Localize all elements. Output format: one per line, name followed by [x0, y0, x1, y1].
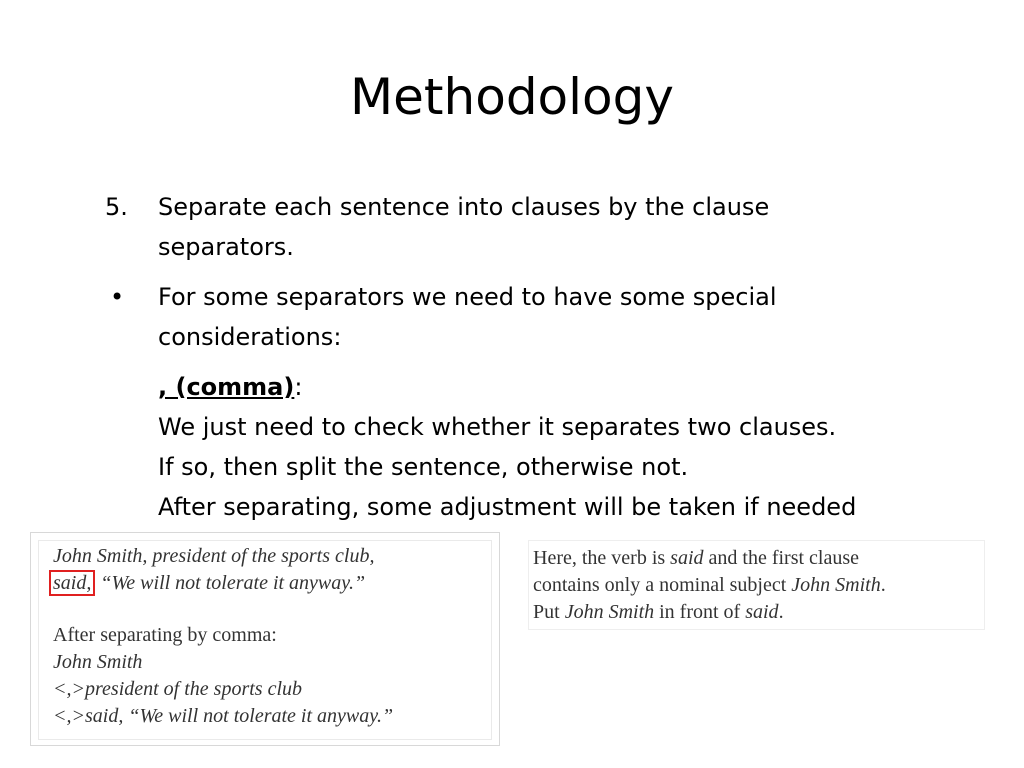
said-highlight: said,	[49, 570, 95, 596]
comma-heading-row	[158, 367, 988, 407]
explanation-line3	[533, 599, 784, 626]
bullet-icon: •	[110, 283, 125, 311]
text-span: Here, the verb is	[533, 547, 671, 569]
example-sentence-rest: “We will not tolerate it anyway.”	[95, 572, 366, 594]
explanation-line1	[533, 545, 859, 572]
text-italic: John Smith	[564, 601, 655, 623]
result-line: John Smith	[53, 651, 143, 673]
text-span: .	[778, 601, 784, 623]
list-item-line: Separate each sentence into clauses by the clause	[158, 193, 770, 221]
comma-consideration	[158, 367, 988, 527]
example-sentence-line1: John Smith, president of the sports club,	[53, 545, 375, 567]
text-span: .	[880, 574, 886, 596]
example-sentence-line2	[53, 570, 365, 597]
list-item-line: For some separators we need to have some special	[158, 283, 777, 311]
list-item-bullet	[105, 277, 985, 357]
slide-title: Methodology	[350, 68, 674, 126]
comma-line: If so, then split the sentence, otherwise not.	[158, 453, 689, 481]
comma-line: After separating, some adjustment will be taken if needed	[158, 493, 857, 521]
list-number: 5.	[105, 193, 128, 221]
comma-heading-colon: :	[294, 373, 303, 401]
after-separating-label: After separating by comma:	[53, 624, 277, 646]
result-line: <,>president of the sports club	[53, 678, 303, 700]
text-span: and the first clause	[703, 547, 860, 569]
list-item-line: separators.	[158, 233, 294, 261]
list-item-line: considerations:	[158, 323, 342, 351]
explanation-line2	[533, 572, 886, 599]
text-italic: said	[745, 601, 779, 623]
text-italic: said	[670, 547, 704, 569]
text-italic: John Smith	[791, 574, 881, 596]
list-item-step-5	[105, 187, 985, 267]
text-span: Put	[533, 601, 565, 623]
text-span: contains only a nominal subject	[533, 574, 792, 596]
text-span: in front of	[654, 601, 746, 623]
comma-heading: , (comma)	[158, 373, 295, 401]
result-line: <,>said, “We will not tolerate it anyway.”	[53, 705, 394, 727]
comma-line: We just need to check whether it separates two clauses.	[158, 413, 837, 441]
